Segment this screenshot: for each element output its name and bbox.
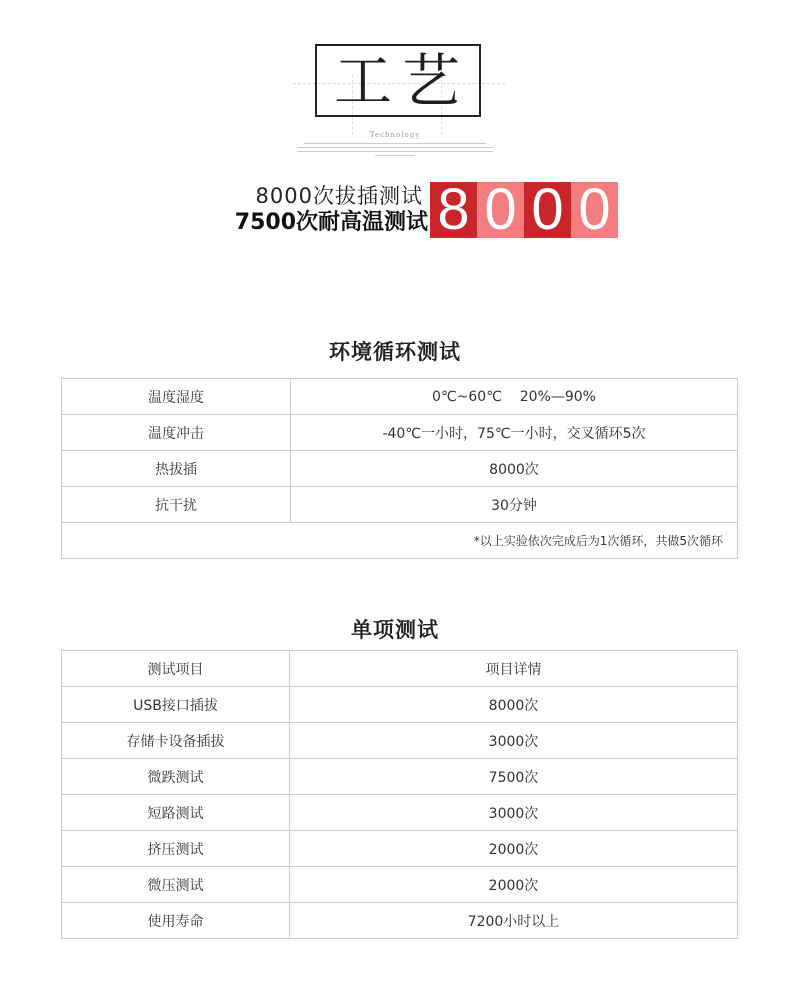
- row-label: 微压测试: [62, 867, 290, 903]
- row-label: 微跌测试: [62, 759, 290, 795]
- column-header: 项目详情: [290, 651, 738, 687]
- page-subtitle: Technology: [369, 131, 421, 139]
- table-row: [62, 687, 738, 723]
- table-row: [62, 759, 738, 795]
- row-label: 使用寿命: [62, 903, 290, 939]
- table-row: [62, 903, 738, 939]
- column-header: 测试项目: [62, 651, 290, 687]
- section-title-env: 环境循环测试: [329, 340, 461, 364]
- row-value: 30分钟: [291, 487, 738, 523]
- row-value: 7200小时以上: [290, 903, 738, 939]
- table-note: *以上实验依次完成后为1次循环，共做5次循环: [62, 523, 738, 559]
- row-label: 温度冲击: [62, 415, 291, 451]
- single-test-table: [61, 650, 738, 939]
- table-row: [62, 831, 738, 867]
- table-row: [62, 487, 738, 523]
- row-value: 8000次: [291, 451, 738, 487]
- row-label: 抗干扰: [62, 487, 291, 523]
- row-value: -40℃一小时，75℃一小时，交叉循环5次: [291, 415, 738, 451]
- row-label: 存储卡设备插拔: [62, 723, 290, 759]
- row-value: 3000次: [290, 723, 738, 759]
- table-row: [62, 795, 738, 831]
- row-value: 2000次: [290, 867, 738, 903]
- table-header-row: [62, 651, 738, 687]
- row-label: 短路测试: [62, 795, 290, 831]
- header: [0, 0, 790, 160]
- promo-line-2: 7500次耐高温测试: [234, 210, 428, 235]
- table-row: [62, 523, 738, 559]
- env-test-table: [61, 378, 738, 559]
- page-title: 工艺: [315, 44, 481, 117]
- table-row: [62, 867, 738, 903]
- table-row: [62, 451, 738, 487]
- row-label: 温度湿度: [62, 379, 291, 415]
- decorative-fine-text: [0, 143, 790, 145]
- row-value: 0℃~60℃ 20%—90%: [291, 379, 738, 415]
- row-value: 3000次: [290, 795, 738, 831]
- row-label: USB接口插拔: [62, 687, 290, 723]
- promo-line-1: 8000次拔插测试: [255, 184, 423, 208]
- promo-digit: 8: [430, 182, 477, 238]
- promo-digit: 0: [477, 182, 524, 238]
- row-value: 8000次: [290, 687, 738, 723]
- table-row: [62, 415, 738, 451]
- row-value: 7500次: [290, 759, 738, 795]
- row-value: 2000次: [290, 831, 738, 867]
- promo-digit: 0: [571, 182, 618, 238]
- section-title-single: 单项测试: [351, 618, 439, 642]
- decorative-fine-text: [0, 155, 790, 157]
- row-label: 挤压测试: [62, 831, 290, 867]
- table-row: [62, 379, 738, 415]
- promo-digit: 0: [524, 182, 571, 238]
- table-row: [62, 723, 738, 759]
- promo-digits: [430, 182, 618, 238]
- row-label: 热拔插: [62, 451, 291, 487]
- decorative-fine-text: [0, 147, 790, 149]
- decorative-fine-text: [0, 151, 790, 153]
